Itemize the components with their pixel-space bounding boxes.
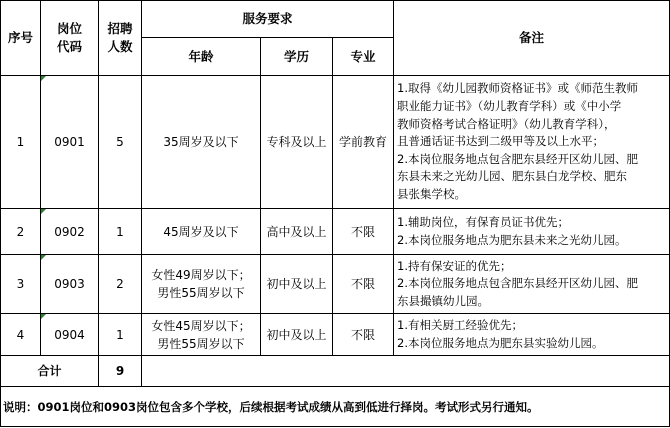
row-count: 2: [99, 255, 142, 314]
header-code: 岗位 代码: [41, 1, 99, 76]
row-index: 3: [1, 255, 41, 314]
header-education: 学历: [261, 38, 333, 76]
row-count: 1: [99, 209, 142, 255]
row-age: 女性45周岁以下； 男性55周岁以下: [142, 314, 261, 356]
cell-marker-icon: [41, 255, 46, 260]
row-remarks: 1.辅助岗位，有保育员证书优先； 2.本岗位服务地点为肥东县未来之光幼儿园。: [394, 209, 670, 255]
row-age: 女性49周岁以下； 男性55周岁以下: [142, 255, 261, 314]
row-code: 0902: [41, 209, 99, 255]
row-code: 0901: [41, 76, 99, 209]
total-value: 9: [99, 356, 142, 387]
row-education: 专科及以上: [261, 76, 333, 209]
row-remarks: 1.有相关厨工经验优先； 2.本岗位服务地点为肥东县实验幼儿园。: [394, 314, 670, 356]
row-education: 初中及以上: [261, 314, 333, 356]
header-major: 专业: [333, 38, 394, 76]
table-row: [1, 255, 670, 314]
table-row: [1, 76, 670, 209]
cell-marker-icon: [41, 76, 46, 81]
row-major: 不限: [333, 209, 394, 255]
row-major: 学前教育: [333, 76, 394, 209]
row-index: 4: [1, 314, 41, 356]
total-row: [1, 356, 670, 387]
row-index: 2: [1, 209, 41, 255]
row-count: 5: [99, 76, 142, 209]
header-index: 序号: [1, 1, 41, 76]
row-major: 不限: [333, 255, 394, 314]
row-major: 不限: [333, 314, 394, 356]
header-age: 年龄: [142, 38, 261, 76]
row-count: 1: [99, 314, 142, 356]
row-code: 0903: [41, 255, 99, 314]
header-count: 招聘 人数: [99, 1, 142, 76]
cell-marker-icon: [41, 209, 46, 214]
row-index: 1: [1, 76, 41, 209]
row-education: 高中及以上: [261, 209, 333, 255]
row-education: 初中及以上: [261, 255, 333, 314]
total-label: 合计: [1, 356, 99, 387]
total-empty: [142, 356, 670, 387]
row-age: 45周岁及以下: [142, 209, 261, 255]
table-row: [1, 314, 670, 356]
row-remarks: 1.取得《幼儿园教师资格证书》或《师范生教师 职业能力证书》（幼儿教育学科）或《中小学 教师资格考试合格证明》（幼儿教育学科）， 且普通话证书达到二级甲等及以上水平； 2.本岗位服务地点包含肥东县经开区幼儿园、肥 东县未来之光幼儿园、肥东县白龙学校、肥东 县张集学校。: [394, 76, 670, 209]
note-row: [1, 387, 670, 427]
table-row: [1, 209, 670, 255]
cell-marker-icon: [41, 314, 46, 319]
header-remarks: 备注: [394, 1, 670, 76]
row-age: 35周岁及以下: [142, 76, 261, 209]
footnote: 说明：0901岗位和0903岗位包含多个学校，后续根据考试成绩从高到低进行择岗。考试形式另行通知。: [1, 387, 670, 427]
header-requirements: 服务要求: [142, 1, 394, 38]
row-remarks: 1.持有保安证的优先； 2.本岗位服务地点包含肥东县经开区幼儿园、肥 东县撮镇幼儿园。: [394, 255, 670, 314]
row-code: 0904: [41, 314, 99, 356]
